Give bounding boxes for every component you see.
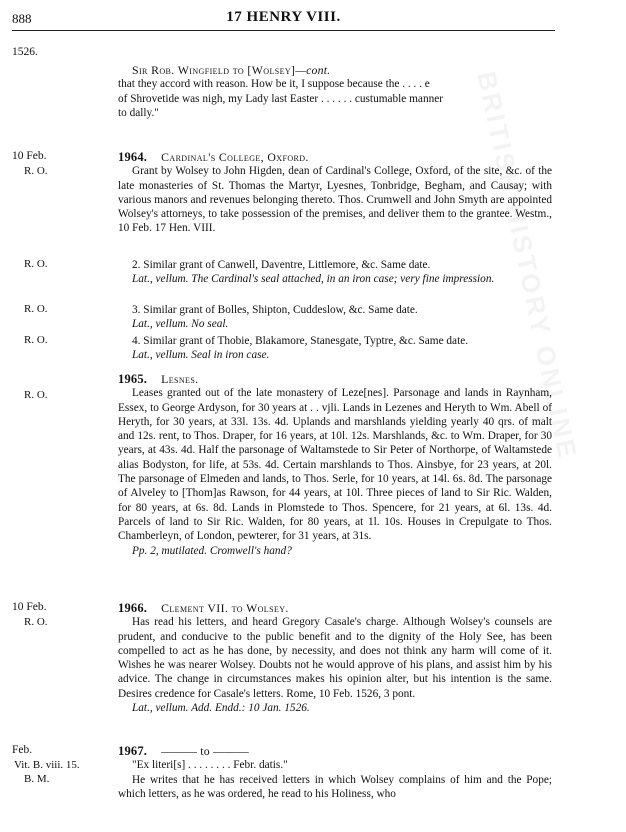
margin-date: 10 Feb.: [12, 601, 47, 613]
entry-1966: [118, 601, 552, 715]
sub-entry-text: 2. Similar grant of Canwell, Daventre, Littlemore, &c. Same date.: [132, 259, 431, 271]
header-rule: [12, 30, 555, 31]
sub-entry: [118, 258, 552, 287]
entry-number: 1964.: [118, 150, 148, 164]
entry-note: Lat., vellum. Add. Endd.: 10 Jan. 1526.: [132, 702, 310, 715]
entry-number: 1965.: [118, 372, 148, 386]
margin-source: R. O.: [24, 334, 48, 346]
entry-paragraph: Has read his letters, and heard Gregory Casale's charge. Although Wolsey's counsels are prudent, and conducive to the public benefit and to the dignity of the Holy See, has been compelled to act as he has done, by necessity, and does not think any harm will come of it. Wishes he was nearer Wolsey. Doubts not he would approve of his plans, and assist him by his advice. The change in circumstances makes his opinion alter, but his intention is the same. Desires credence for Casale's letters. Rome, 10 Feb. 1526, 3 pont.: [118, 616, 552, 700]
entry-number: 1966.: [118, 601, 148, 615]
margin-source: B. M.: [24, 773, 50, 785]
margin-source: Vit. B. viii. 15.: [14, 759, 80, 771]
entry-heading: [118, 150, 552, 164]
entry-heading-name: Sir Rob. Wingfield to [Wolsey]: [132, 63, 296, 77]
page-header: [0, 0, 567, 32]
text-line: that they accord with reason. How be it, I suppose because the . . . . e: [118, 78, 430, 91]
page-number: 888: [12, 11, 32, 26]
sub-entry: [118, 303, 552, 332]
sub-entry: [118, 334, 552, 363]
sub-entry-note: Lat., vellum. No seal.: [132, 318, 229, 331]
text-line: to dally.": [118, 106, 159, 119]
entry-heading-suffix: —cont.: [295, 63, 331, 77]
text-line: of Shrovetide was nigh, my Lady last Easter . . . . . . custumable manner: [118, 92, 444, 105]
margin-date: 1526.: [12, 46, 38, 58]
entry-note: Pp. 2, mutilated. Cromwell's hand?: [132, 544, 292, 557]
entry-continuation: [118, 63, 552, 120]
entry-1964: [118, 150, 552, 236]
sub-entry-text: 3. Similar grant of Bolles, Shipton, Cuddeslow, &c. Same date.: [132, 304, 418, 316]
margin-source: R. O.: [24, 616, 48, 628]
margin-source: R. O.: [24, 258, 48, 270]
entry-paragraph: Leases granted out of the late monastery of Leze[nes]. Parsonage and lands in Raynham, Essex, to George Ardyson, for 30 years at . . vjli. Lands in Lezenes and Heryth to Wm. Abell of Heryth, for 30 years, at 33l. 13s. 4d. Uplands and marshlands yielding yearly 40 qrs. of malt and 12s. rent, to Thos. Draper, for 16 years, at 10l. 12s. Marshlands, &c. to Wm. Draper, for 30 years, at 43s. 4d. Half the parsonage of Waltamstede to Sir Peter of Northorpe, of Waltamstede alias Bodyston, for life, at 53s. 4d. Certain marshlands to Thos. Ainsbye, for 23 years, at 20l. The parsonage of Elmeden and lands, to Thos. Serle, for 10 years, at 14l. 6s. 8d. The parsonage of Alveley to [Thom]as Rawson, for 44 years, at 10l. Three pieces of land to Sir Ric. Walden, for 80 years, at 6s. 8d. Lands in Plomstede to Thos. Spencere, for 21 years, at 6l. 13s. 4d. Parcels of land to Sir Ric. Walden, for 80 years, at 1l. 10s. Houses in Crepulgate to Thos. Chamberleyn, of London, pewterer, for 31 years, at 31s.: [118, 387, 552, 543]
entry-title: ——— to ———: [161, 744, 249, 758]
watermark: BRITISH HISTORY ONLINE: [471, 68, 584, 463]
entry-heading: [118, 601, 552, 615]
entry-1967: [118, 744, 552, 801]
margin-date: 10 Feb.: [12, 150, 47, 162]
margin-source: R. O.: [24, 165, 48, 177]
margin-source: R. O.: [24, 303, 48, 315]
entry-number: 1967.: [118, 744, 148, 758]
margin-source: R. O.: [24, 389, 48, 401]
entry-heading: [118, 372, 552, 386]
sub-entry-note: Lat., vellum. Seal in iron case.: [132, 349, 270, 362]
sub-entry-note: Lat., vellum. The Cardinal's seal attached, in an iron case; very fine impression.: [132, 273, 495, 286]
entry-title: Cardinal's College, Oxford.: [161, 150, 309, 164]
margin-date: Feb.: [12, 744, 33, 756]
running-title: 17 HENRY VIII.: [226, 9, 341, 25]
sub-entry-text: 4. Similar grant of Thobie, Blakamore, Stanesgate, Typtre, &c. Same date.: [132, 335, 469, 347]
entry-quote: "Ex literi[s] . . . . . . . . Febr. datis.": [132, 759, 288, 772]
entry-paragraph: He writes that he has received letters in which Wolsey complains of him and the Pope; which letters, as he was ordered, he read to his Holiness, who: [118, 773, 552, 800]
entry-paragraph: Grant by Wolsey to John Higden, dean of Cardinal's College, Oxford, of the site, &c. of the late monasteries of St. Thomas the Martyr, Lyesnes, Tonbridge, Begham, and Causay; with various manors and revenues belonging thereto. Thos. Crumwell and John Smyth are appointed Wolsey's attorneys, to take possession of the premises, and deliver them to the grantee. Westm., 10 Feb. 17 Hen. VIII.: [118, 165, 552, 235]
entry-heading: [118, 744, 552, 758]
entry-title: Clement VII. to Wolsey.: [161, 601, 289, 615]
entry-title: Lesnes.: [161, 372, 199, 386]
entry-1965: [118, 372, 552, 558]
entry-heading: [118, 63, 552, 77]
